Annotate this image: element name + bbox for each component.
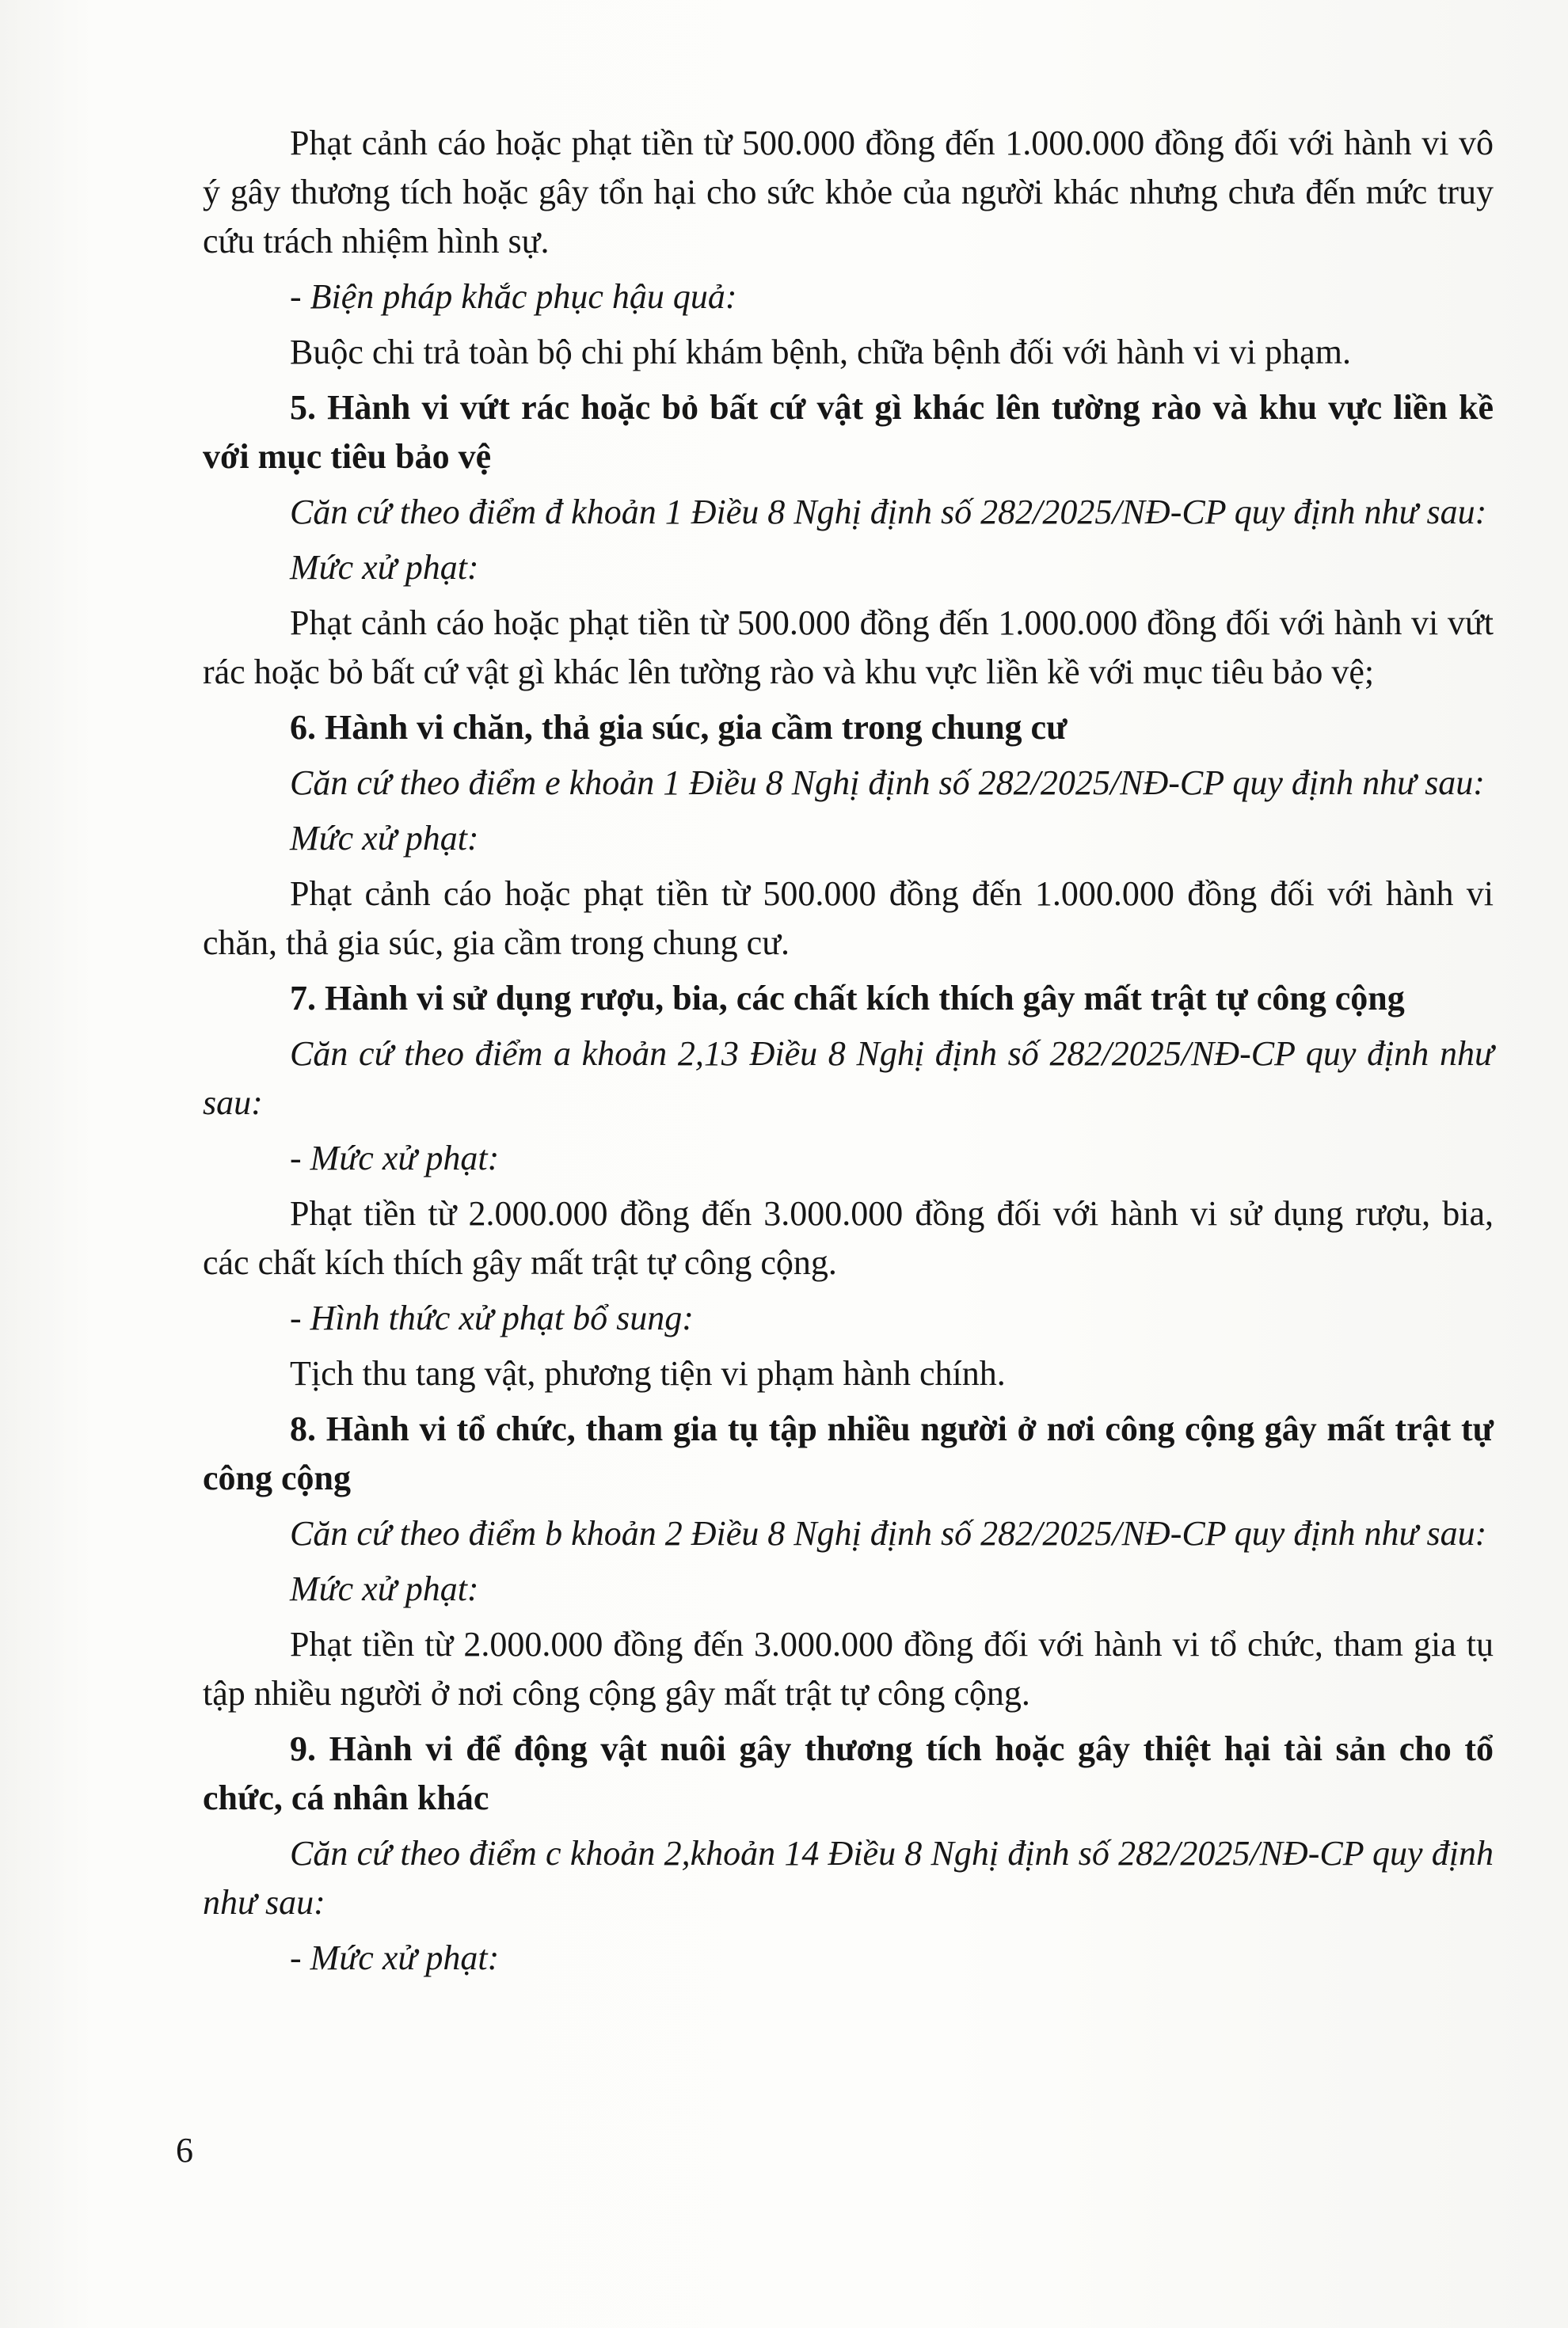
paragraph-remedy: Buộc chi trả toàn bộ chi phí khám bệnh, chữa bệnh đối với hành vi vi phạm.: [290, 333, 1351, 371]
paragraph-penalty-injury: Phạt cảnh cáo hoặc phạt tiền từ 500.000 đồng đến 1.000.000 đồng đối với hành vi vô ý gây thương tích hoặc gây tổn hại cho sức khỏe của người khác nhưng chưa đến mức truy cứu trách nhiệm hình sự.: [203, 124, 1494, 261]
additional-penalty-text-7: Tịch thu tang vật, phương tiện vi phạm hành chính.: [290, 1354, 1006, 1393]
section-heading-9: 9. Hành vi để động vật nuôi gây thương tích hoặc gây thiệt hại tài sản cho tổ chức, cá nhân khác: [203, 1729, 1494, 1817]
penalty-label-5: Mức xử phạt:: [290, 548, 479, 587]
penalty-text-8: Phạt tiền từ 2.000.000 đồng đến 3.000.000 đồng đối với hành vi tổ chức, tham gia tụ tập nhiều người ở nơi công cộng gây mất trật tự công cộng.: [203, 1625, 1494, 1713]
penalty-text-5: Phạt cảnh cáo hoặc phạt tiền từ 500.000 đồng đến 1.000.000 đồng đối với hành vi vứt rác hoặc bỏ bất cứ vật gì khác lên tường rào và khu vực liền kề với mục tiêu bảo vệ;: [203, 603, 1494, 691]
legal-basis-8: Căn cứ theo điểm b khoản 2 Điều 8 Nghị định số 282/2025/NĐ-CP quy định như sau:: [290, 1514, 1487, 1553]
remedy-label: - Biện pháp khắc phục hậu quả:: [290, 277, 737, 316]
section-heading-8: 8. Hành vi tổ chức, tham gia tụ tập nhiều người ở nơi công cộng gây mất trật tự công cộng: [203, 1409, 1494, 1497]
additional-penalty-label-7: - Hình thức xử phạt bổ sung:: [290, 1299, 694, 1337]
penalty-label-6: Mức xử phạt:: [290, 819, 479, 858]
legal-basis-7: Căn cứ theo điểm a khoản 2,13 Điều 8 Nghị định số 282/2025/NĐ-CP quy định như sau:: [203, 1034, 1494, 1122]
penalty-label-8: Mức xử phạt:: [290, 1569, 479, 1608]
section-heading-6: 6. Hành vi chăn, thả gia súc, gia cầm trong chung cư: [290, 708, 1068, 747]
legal-basis-6: Căn cứ theo điểm e khoản 1 Điều 8 Nghị định số 282/2025/NĐ-CP quy định như sau:: [290, 763, 1485, 802]
penalty-label-7: - Mức xử phạt:: [290, 1139, 500, 1177]
legal-basis-5: Căn cứ theo điểm đ khoản 1 Điều 8 Nghị định số 282/2025/NĐ-CP quy định như sau:: [290, 493, 1487, 531]
penalty-text-6: Phạt cảnh cáo hoặc phạt tiền từ 500.000 đồng đến 1.000.000 đồng đối với hành vi chăn, thả gia súc, gia cầm trong chung cư.: [203, 874, 1494, 962]
section-heading-5: 5. Hành vi vứt rác hoặc bỏ bất cứ vật gì khác lên tường rào và khu vực liền kề với mục tiêu bảo vệ: [203, 388, 1494, 476]
section-heading-7: 7. Hành vi sử dụng rượu, bia, các chất kích thích gây mất trật tự công cộng: [290, 979, 1405, 1018]
penalty-text-7: Phạt tiền từ 2.000.000 đồng đến 3.000.000 đồng đối với hành vi sử dụng rượu, bia, các chất kích thích gây mất trật tự công cộng.: [203, 1194, 1494, 1282]
penalty-label-9: - Mức xử phạt:: [290, 1938, 500, 1977]
page-body: [203, 119, 1494, 1989]
page-number: 6: [176, 2131, 193, 2170]
legal-basis-9: Căn cứ theo điểm c khoản 2,khoản 14 Điều 8 Nghị định số 282/2025/NĐ-CP quy định như sau:: [203, 1834, 1494, 1922]
